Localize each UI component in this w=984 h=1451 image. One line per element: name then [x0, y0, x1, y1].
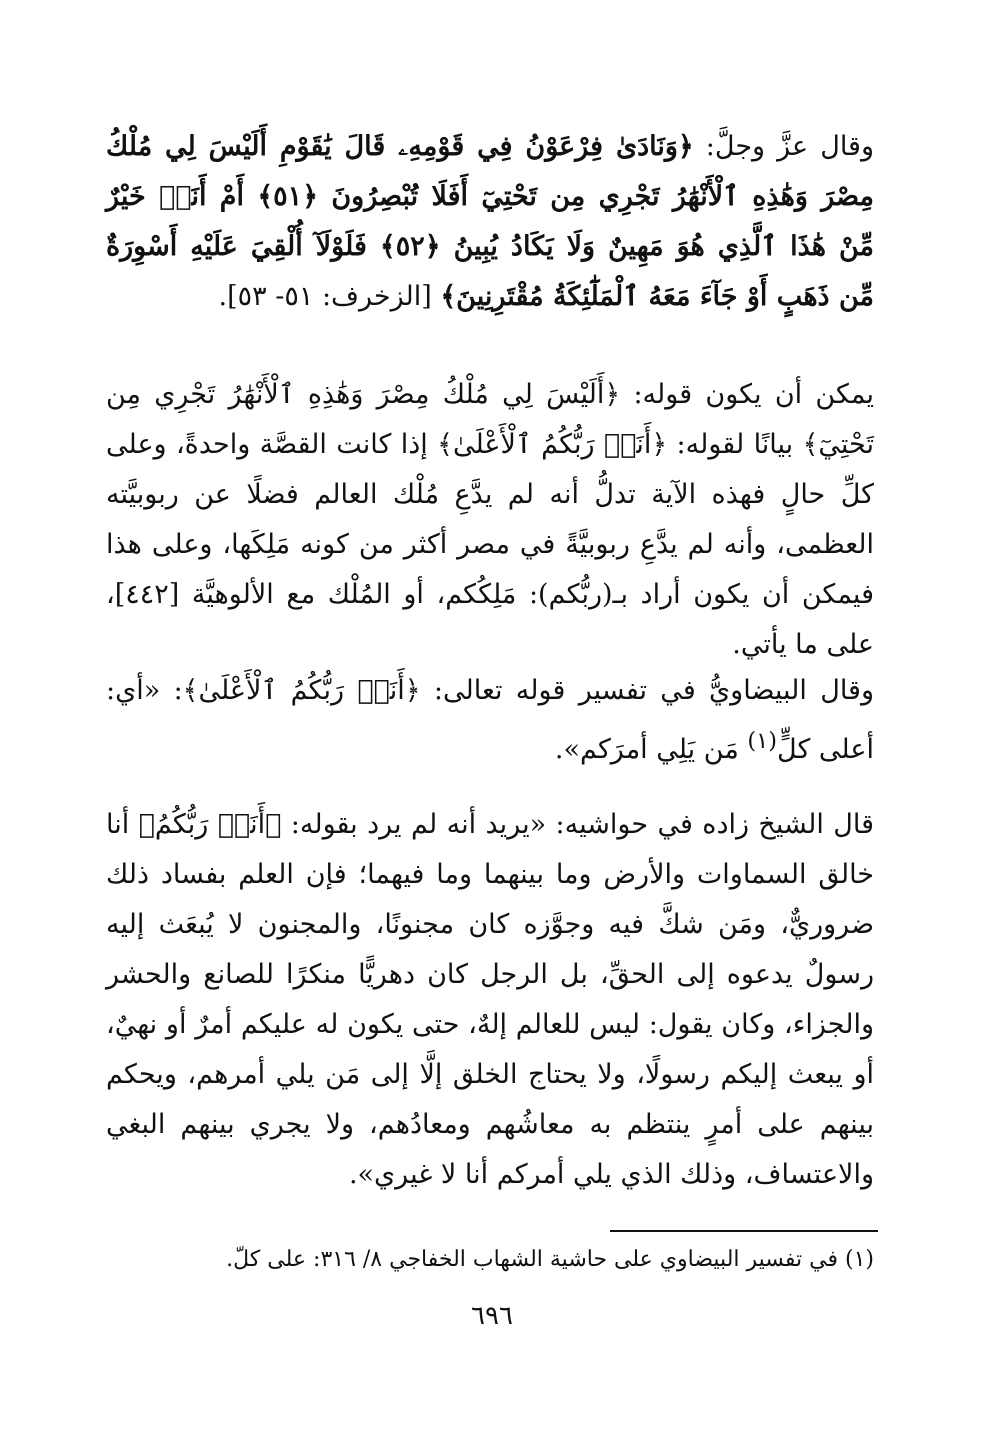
footnote-mark: (١) [747, 728, 778, 754]
quran-quote: ﴿وَنَادَىٰ فِرْعَوْنُ فِي قَوْمِهِۦ قَالَ يَٰقَوْمِ أَلَيْسَ لِي مُلْكُ مِصْرَ وَهَٰذِهِ ٱلْأَنْهَٰرُ تَجْرِي مِن تَحْتِيٓ أَفَلَا تُبْصِرُونَ ﴿٥١﴾ أَمْ أَنَا۠ خَيْرٌ مِّنْ هَٰذَا ٱلَّذِي هُوَ مَهِينٌ وَلَا يَكَادُ يُبِينُ ﴿٥٢﴾ فَلَوْلَآ أُلْقِيَ عَلَيْهِ أَسْوِرَةٌ مِّن ذَهَبٍ أَوْ جَآءَ مَعَهُ ٱلْمَلَٰٓئِكَةُ مُقْتَرِنِينَ﴾ [106, 131, 874, 312]
paragraph-baydawi-text: وقال البيضاويُّ في تفسير قوله تعالى: ﴿أَنَا۠ رَبُّكُمُ ٱلْأَعْلَىٰ﴾: «أي: أعلى كلٍّ [106, 675, 874, 765]
paragraph-baydawi-end: مَن يَلِي أمرَكم». [554, 734, 748, 765]
footnote-divider [610, 1230, 878, 1232]
paragraph-shaykh-zadeh: قال الشيخ زاده في حواشيه: «يريد أنه لم يرد بقوله: ﴿أَنَا۠ رَبُّكُمُ﴾ أنا خالق السماوات والأرض وما بينهما وما فيهما؛ فإن العلم بفساد ذلك ضروريٌّ، ومَن شكَّ فيه وجوَّزه كان مجنونًا، والمجنون لا يُبعَث إليه رسولٌ يدعوه إلى الحقِّ، بل الرجل كان دهريًّا منكرًا للصانع والحشر والجزاء، وكان يقول: ليس للعالم إلهٌ، حتى يكون له عليكم أمرٌ أو نهيٌ، أو يبعث إليكم رسولًا، ولا يحتاج الخلق إلَّا إلى مَن يلي أمرهم، ويحكم بينهم على أمرٍ ينتظم به معاشُهم ومعادُهم، ولا يجري بينهم البغي والاعتساف، وذلك الذي يلي أمركم أنا لا غيري». [106, 809, 874, 1190]
paragraph-commentary: يمكن أن يكون قوله: ﴿أَلَيْسَ لِي مُلْكُ مِصْرَ وَهَٰذِهِ ٱلْأَنْهَٰرُ تَجْرِي مِن تَحْتِيٓ﴾ بيانًا لقوله: ﴿أَنَا۠ رَبُّكُمُ ٱلْأَعْلَىٰ﴾ إذا كانت القصَّة واحدةً، وعلى كلِّ حالٍ فهذه الآية تدلُّ أنه لم يدَّعِ مُلْك العالم فضلًا عن ربوبيَّته العظمى، وأنه لم يدَّعِ ربوبيَّةً في مصر أكثر من كونه مَلِكَها، وعلى هذا فيمكن أن يكون أراد بـ(ربُّكم): مَلِكُكم، أو المُلْك مع الألوهيَّة [٤٤٢]، على ما يأتي. [106, 379, 874, 660]
paragraph-intro: وقال عزَّ وجلَّ: [693, 131, 874, 162]
page-number: ٦٩٦ [471, 1301, 513, 1331]
paragraph-baydawi [106, 666, 874, 775]
paragraph-quran-citation [106, 122, 874, 322]
footnote: (١) في تفسير البيضاوي على حاشية الشهاب الخفاجي ٨/ ٣١٦: على كلّ. [226, 1247, 874, 1272]
surah-reference: [الزخرف: ٥١- ٥٣]. [218, 281, 441, 312]
